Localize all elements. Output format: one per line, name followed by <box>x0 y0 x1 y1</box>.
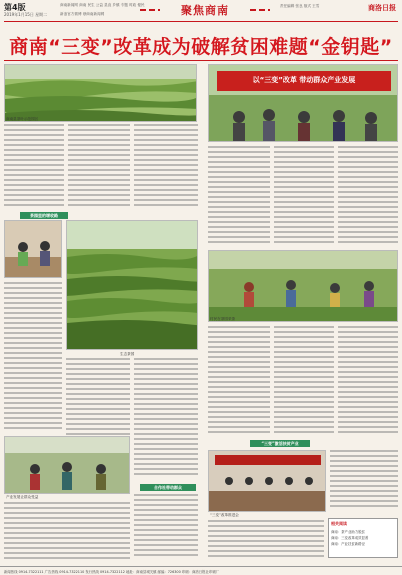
page-date: 2019年1月15日 星期二 <box>4 12 48 17</box>
related-item[interactable]: 商南：三变改革成效显著 <box>331 536 369 540</box>
article-col-15 <box>134 494 198 562</box>
header-links: 商南新闻网 商南 民生 公益 县直 乡镇 专题 时政 便民 <box>60 3 145 7</box>
article-col-1 <box>4 124 64 210</box>
industry-benefit-image <box>5 437 130 494</box>
section-title: 聚焦商南 <box>181 4 229 17</box>
workshop-image <box>5 221 62 278</box>
article-headline: 商南“三变”改革成为破解贫困难题“金钥匙” <box>9 36 393 58</box>
photo-tea-pickers <box>208 250 398 322</box>
article-col-10 <box>338 326 398 436</box>
article-col-7 <box>4 282 62 432</box>
article-col-3 <box>134 124 198 210</box>
article-col-4 <box>208 146 270 246</box>
tea-pickers-image <box>209 251 398 322</box>
page-header <box>0 0 402 22</box>
related-item[interactable]: 商南：产业扶贫新路径 <box>331 542 365 546</box>
related-item[interactable]: 商南：茶产业助力脱贫 <box>331 530 365 534</box>
photo-workshop <box>4 220 62 278</box>
caption-bottom-photo: 产业发展让群众受益 <box>6 495 39 499</box>
caption-mid-center-photo: 生态茶园 <box>120 352 135 356</box>
related-reading-title: 相关阅读 <box>331 521 347 526</box>
headline-rule <box>4 60 398 61</box>
article-col-6 <box>338 146 398 246</box>
header-weibo: 新浪官方微博 @商南新闻网 <box>60 12 105 16</box>
subhead-3: 合作社带动群众 <box>140 484 196 491</box>
photo-tea-garden <box>4 64 197 122</box>
paper-logo: 商洛日报 <box>368 3 396 12</box>
article-col-9 <box>274 326 334 436</box>
caption-main-photo: 商南县茶叶示范园区 <box>6 117 39 121</box>
article-col-2 <box>68 124 130 210</box>
article-col-5 <box>274 146 334 246</box>
caption-mid-right-photo: “三变”改革推进会 <box>210 513 239 517</box>
tea-garden-image <box>5 65 197 122</box>
photo-promotion-meeting <box>208 450 326 512</box>
photo-eco-tea <box>66 220 198 350</box>
article-col-14 <box>4 502 130 562</box>
promotion-meeting-image <box>209 451 326 512</box>
article-col-13 <box>330 450 398 512</box>
editor-info: 责任编辑 张良 版式 王雪 <box>280 4 320 8</box>
article-col-8 <box>208 326 270 436</box>
caption-right-photo: 村民在茶园采茶 <box>210 317 236 321</box>
header-rule <box>4 21 398 22</box>
subhead-2: “三变”激活扶贫产业 <box>250 440 310 447</box>
section-dash-right <box>250 9 270 11</box>
page-footer: 新闻热线 0914-7322111 广告热线 0914-7322110 发行热线 0914-7322112 地址：商南县城关镇 邮编：726300 印刷：商洛日报社印刷厂 <box>0 566 402 575</box>
subhead-1: 茶园里的增收路 <box>20 212 68 219</box>
photo-industry-benefit <box>4 436 130 494</box>
photo-meeting-banner <box>208 64 398 142</box>
section-dash-left <box>140 9 160 11</box>
banner-text: 以“三变”改革 带动群众产业发展 <box>252 76 356 84</box>
eco-tea-image <box>67 221 198 350</box>
related-reading-box <box>328 518 398 558</box>
page-number: 第4版 <box>4 3 26 12</box>
article-col-12 <box>134 358 198 478</box>
article-col-16 <box>208 520 324 562</box>
